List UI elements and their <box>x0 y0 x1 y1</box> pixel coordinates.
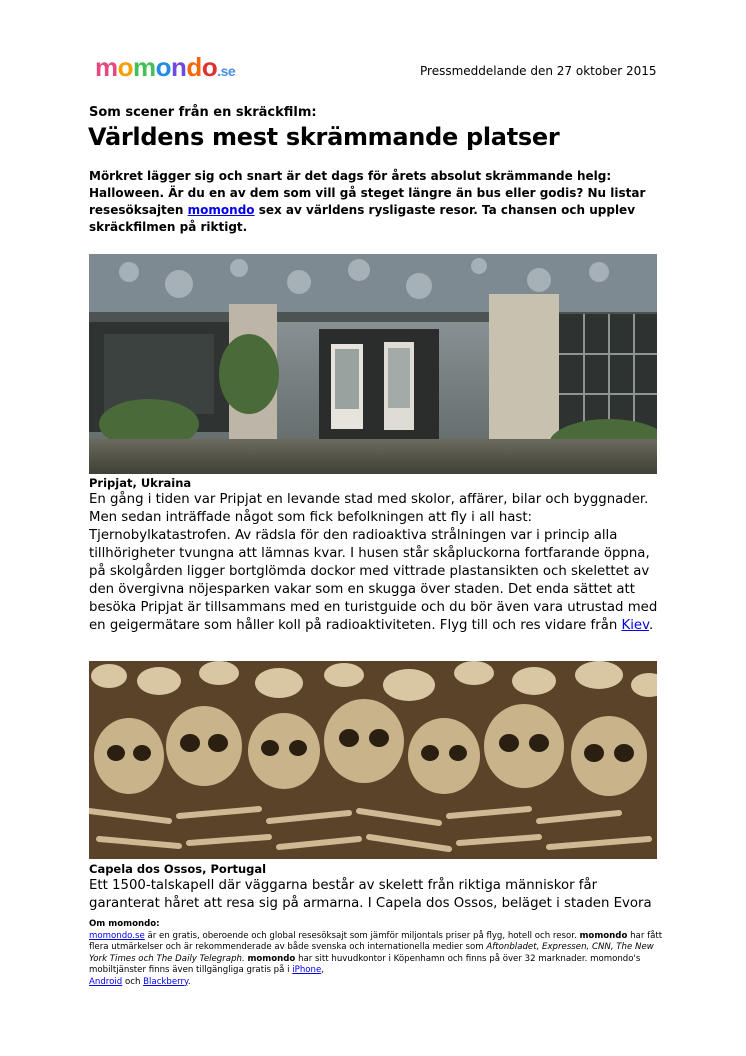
about-brand: momondo <box>247 953 296 964</box>
section-caption: Pripjat, Ukraina <box>89 476 192 490</box>
lead-text-2: sex av världens rysligaste resor. Ta chansen och upplev skräckfilmen på riktigt. <box>89 203 636 234</box>
capela-dos-ossos-image <box>89 661 657 859</box>
section-body <box>89 491 659 635</box>
press-release-date: Pressmeddelande den 27 oktober 2015 <box>420 64 657 78</box>
article-subtitle: Som scener från en skräckfilm: <box>89 105 317 120</box>
logo-letter-6: d <box>186 52 202 82</box>
about-sep: , <box>321 965 324 975</box>
about-end: . <box>187 976 191 987</box>
article-title: Världens mest skrämmande platser <box>88 123 560 151</box>
logo-letter-4: o <box>155 52 172 82</box>
logo-letter-3: m <box>133 52 156 82</box>
lead-text-1: Mörkret lägger sig och snart är det dags för årets absolut skrämmande helg: Halloween. Är du en av dem som vill gå steget längre än bus eller godis? Nu listar resesöksajten <box>89 169 646 217</box>
blackberry-link[interactable]: Blackberry <box>143 976 188 987</box>
about-heading: Om momondo: <box>89 919 160 929</box>
momondo-logo <box>95 52 235 86</box>
section-text: Ett 1500-talskapell där väggarna består av skelett från riktiga människor får garanterat håret att resa sig på armarna. I Capela dos Ossos, beläget i staden Evora <box>89 878 652 911</box>
about-momondo <box>89 919 664 988</box>
article-lead <box>89 168 649 236</box>
pripjat-photo <box>89 254 657 474</box>
logo-letter-1: m <box>95 52 118 82</box>
logo-letter-2: o <box>117 52 134 82</box>
momondo-se-link[interactable]: momondo.se <box>89 930 145 941</box>
logo-letter-7: o <box>201 52 218 82</box>
pripjat-photo-image <box>89 254 657 474</box>
section-text-end: . <box>648 618 654 633</box>
iphone-link[interactable]: iPhone <box>292 965 322 975</box>
about-text: är en gratis, oberoende och global resesöksajt som jämför miljontals priser på flyg, hotell och resor. <box>144 930 580 941</box>
section-text: En gång i tiden var Pripjat en levande stad med skolor, affärer, bilar och byggnader. Men sedan inträffade något som fick befolkningen att fly i all hast: Tjernobylkatastrofen. Av rädsla för den radioaktiva strålningen var i princip alla tillhörigheter tvungna att lämnas kvar. I husen står skåpluckorna fortfarande öppna, på skolgården ligger bortglömda dockor med vittrade plastansikten och skelettet av den övergivna nöjesparken vakar som en skugga över staden. Det enda sättet att besöka Pripjat är tillsammans med en turistguide och du bör även vara utrustad med en geigermätare som håller koll på radioaktiviteten. Flyg till och res vidare från <box>89 492 658 633</box>
android-link[interactable]: Android <box>89 976 123 987</box>
section-caption: Capela dos Ossos, Portugal <box>89 862 267 876</box>
capela-dos-ossos-photo <box>89 661 657 859</box>
section-body <box>89 877 659 913</box>
about-text: har fått flera utmärkelser och är rekommenderade av både svenska och internationella medier som <box>89 930 663 952</box>
kiev-link[interactable]: Kiev <box>621 618 649 633</box>
momondo-link[interactable]: momondo <box>187 203 255 217</box>
about-brand: momondo <box>579 930 628 941</box>
logo-letter-5: n <box>171 52 187 82</box>
about-and: och <box>122 976 144 987</box>
logo-suffix: .se <box>217 63 236 79</box>
about-media: Aftonbladet, Expressen, CNN, The New York Times och The Daily Telegraph. <box>89 942 654 964</box>
about-text: har sitt huvudkontor i Köpenhamn och finns på över 32 marknader. momondo's mobiltjänster finns även tillgängliga gratis på i <box>89 953 641 975</box>
